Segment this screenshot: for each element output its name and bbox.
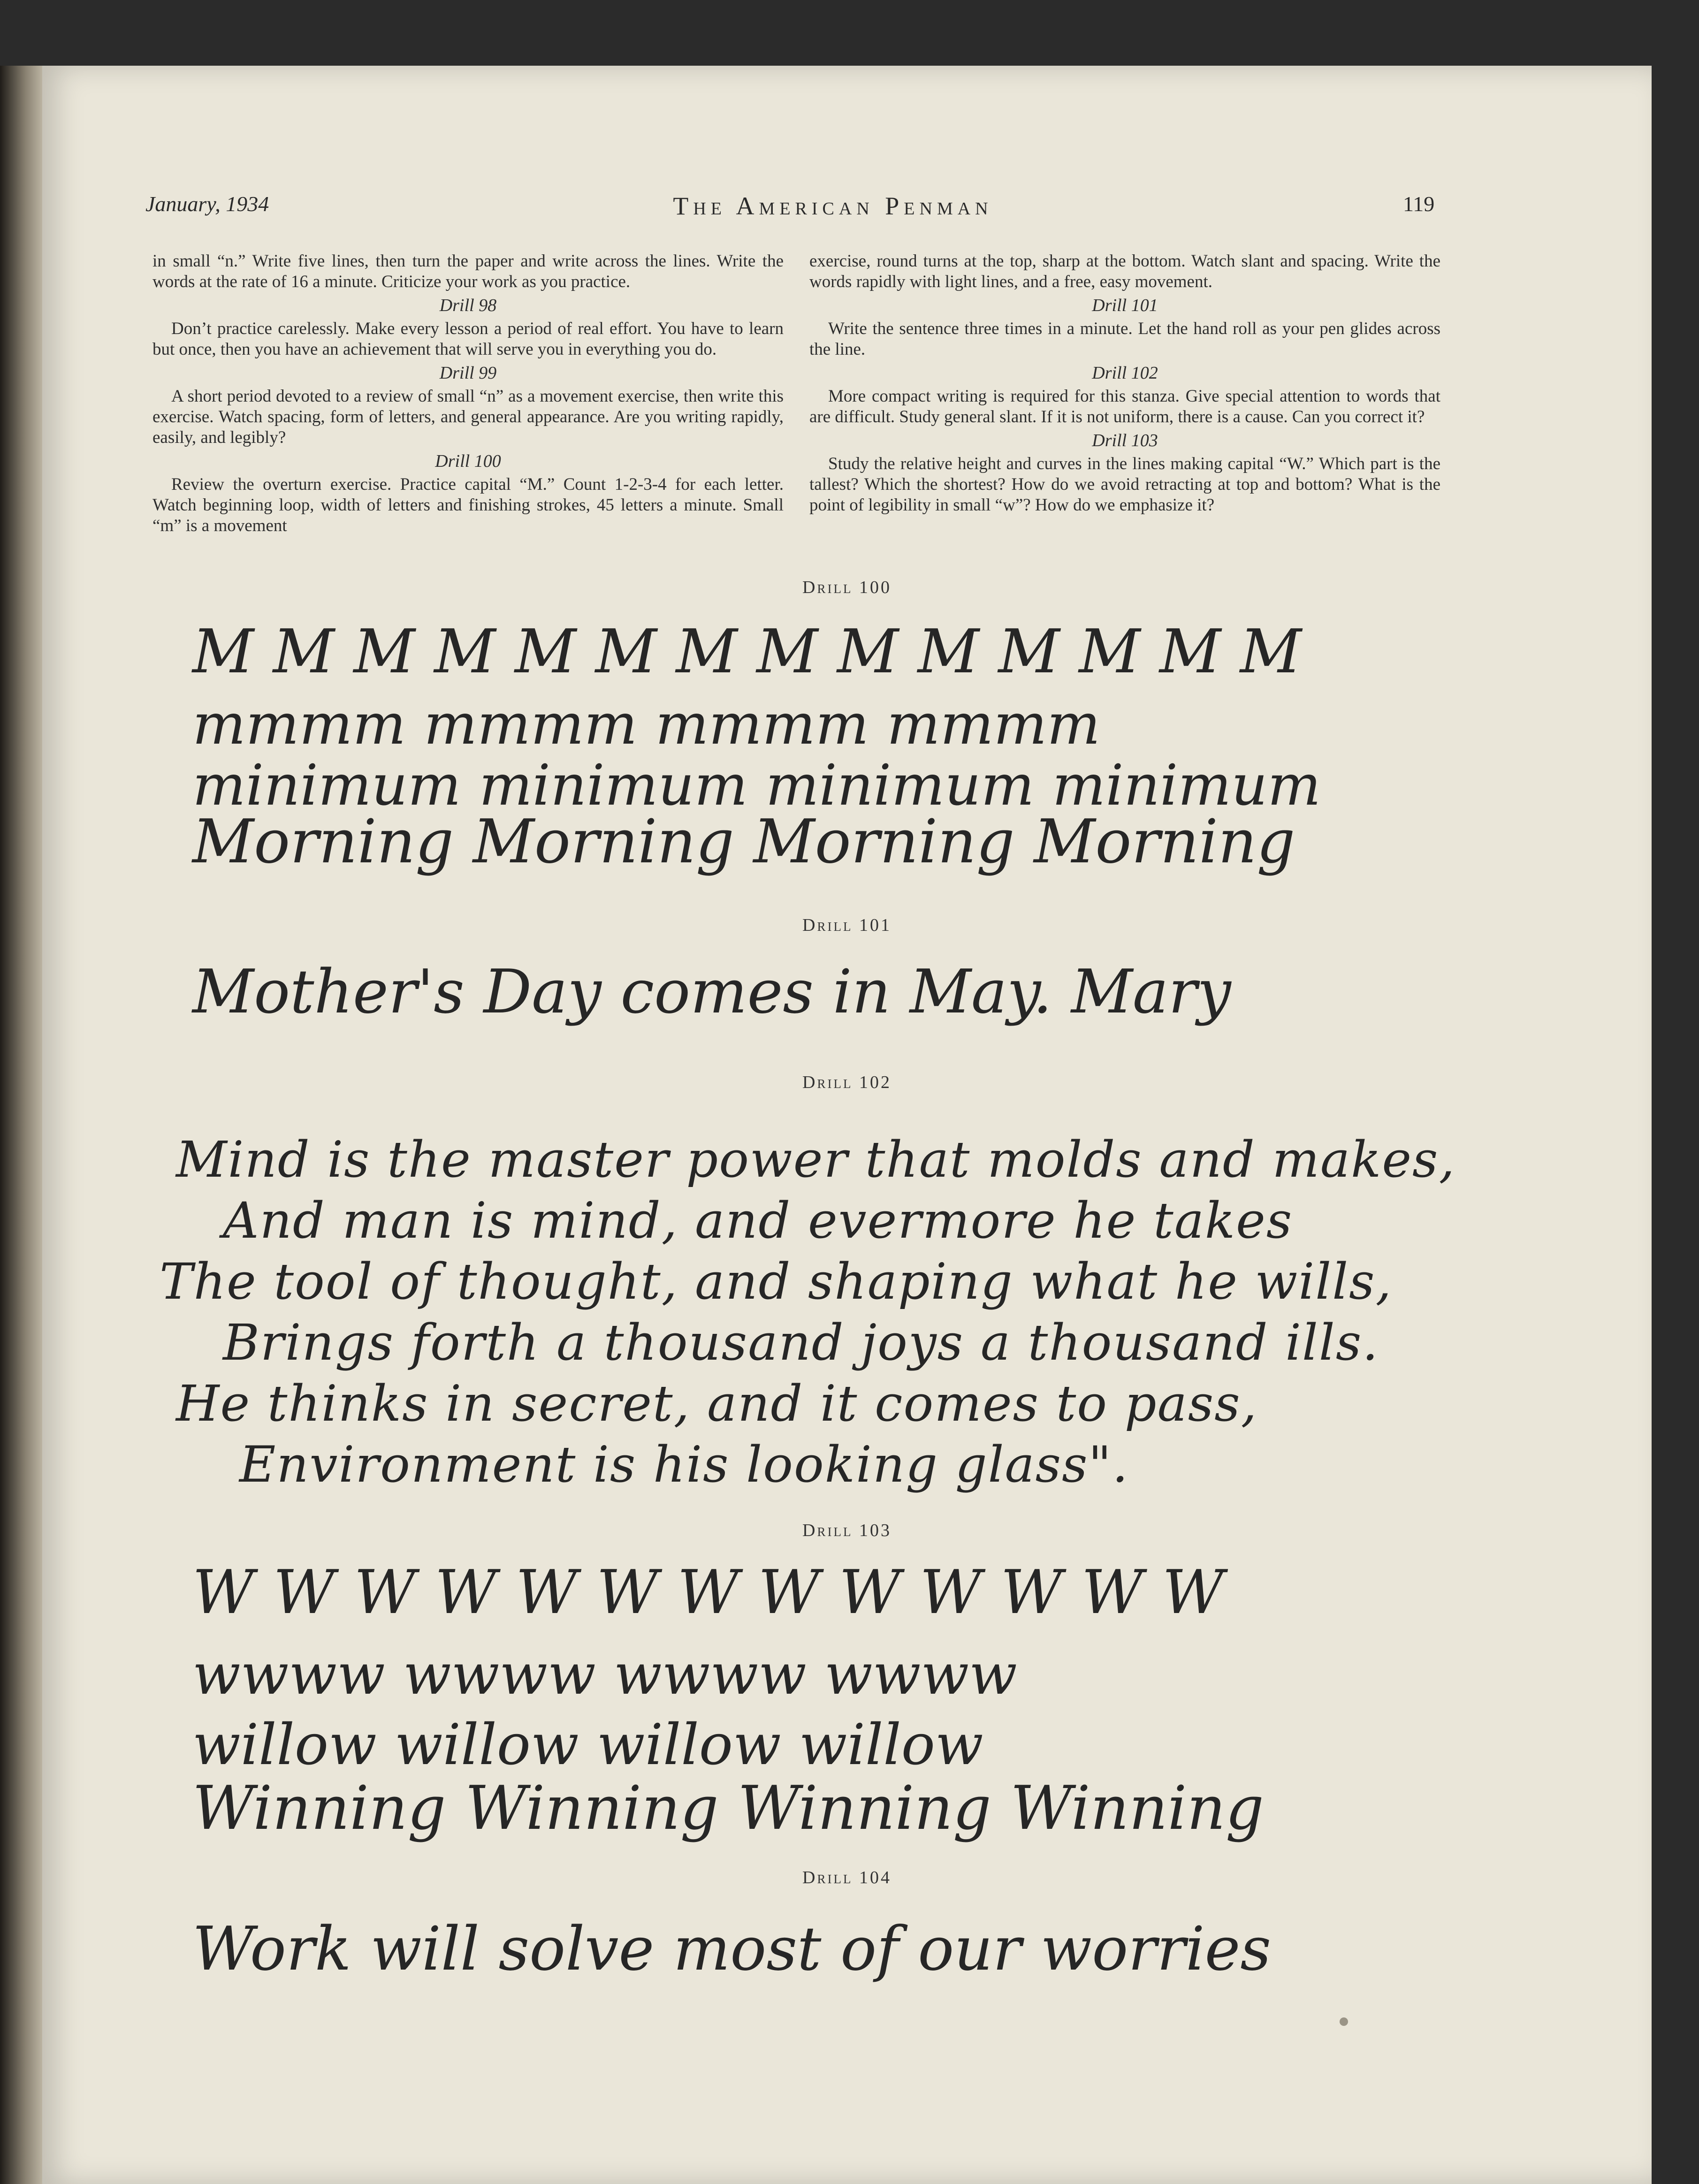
drill-102-line-4: Brings forth a thousand joys a thousand ills. <box>223 1314 1379 1371</box>
drill-101-line-1: Mother's Day comes in May. Mary <box>192 957 1231 1027</box>
drill-102-heading: Drill 102 <box>1092 363 1158 383</box>
paper-speck <box>1340 2017 1348 2026</box>
drill-99-text: A short period devoted to a review of small “n” as a movement exercise, then write this exercise. Watch spacing, form of letters, and general appearance. Are you writing rapidly, easily, and legibly? <box>152 387 784 447</box>
drill-100-heading: Drill 100 <box>435 451 501 471</box>
left-text-column <box>152 251 784 536</box>
drill-101-heading: Drill 101 <box>1092 296 1158 315</box>
drill-102-line-6: Environment is his looking glass". <box>239 1436 1129 1493</box>
drill-104-label: Drill 104 <box>802 1868 891 1887</box>
drill-100-label: Drill 100 <box>802 578 891 597</box>
paragraph: in small “n.” Write five lines, then turn the paper and write across the lines. Write the words at the rate of 16 a minute. Criticize your work as you practice. <box>152 251 784 291</box>
header-page-number: 119 <box>1403 192 1435 216</box>
drill-101-label: Drill 101 <box>802 915 891 935</box>
drill-101-text: Write the sentence three times in a minute. Let the hand roll as your pen glides across the line. <box>809 319 1440 359</box>
drill-103-label: Drill 103 <box>802 1521 891 1540</box>
drill-103-line-4: Winning Winning Winning Winning <box>192 1773 1264 1843</box>
header-date: January, 1934 <box>145 192 269 216</box>
drill-98-text: Don’t practice carelessly. Make every lesson a period of real effort. You have to learn but once, then you have an achievement that will serve you in everything you do. <box>152 319 784 359</box>
drill-102-line-2: And man is mind, and evermore he takes <box>223 1192 1293 1249</box>
drill-103-line-1: W W W W W W W W W W W W W <box>192 1558 1224 1628</box>
drill-100-text: Review the overturn exercise. Practice capital “M.” Count 1-2-3-4 for each letter. Watch beginning loop, width of letters and finishing strokes, 45 letters a minute. Small “m” is a movement <box>152 475 784 535</box>
drill-100-line-2: mmmm mmmm mmmm mmmm <box>192 692 1101 757</box>
right-text-column <box>809 251 1440 516</box>
drill-102-line-5: He thinks in secret, and it comes to pass, <box>176 1375 1258 1432</box>
header-journal-title: The American Penman <box>673 192 993 220</box>
running-header <box>42 191 1652 229</box>
drill-103-line-2: wwww wwww wwww wwww <box>192 1642 1017 1707</box>
drill-100-line-3: minimum minimum minimum minimum <box>192 753 1321 818</box>
drill-103-text: Study the relative height and curves in the lines making capital “W.” Which part is the tallest? Which the shortest? How do we avoid retracting at top and bottom? What is the point of legibility in small “w”? How do we emphasize it? <box>809 454 1440 515</box>
drill-103-line-3: willow willow willow willow <box>192 1712 983 1778</box>
drill-102-label: Drill 102 <box>802 1073 891 1092</box>
drill-102-line-3: The tool of thought, and shaping what he wills, <box>160 1253 1393 1310</box>
drill-100-line-4: Morning Morning Morning Morning <box>192 807 1295 877</box>
book-spine-shadow <box>0 66 47 2184</box>
paragraph: exercise, round turns at the top, sharp at the bottom. Watch slant and spacing. Write the words rapidly with light lines, and a free, easy movement. <box>809 251 1440 291</box>
drill-103-heading: Drill 103 <box>1092 431 1158 450</box>
page-sheet <box>42 66 1652 2184</box>
drill-102-line-1: Mind is the master power that molds and makes, <box>176 1131 1456 1188</box>
drill-104-line-1: Work will solve most of our worries <box>192 1914 1271 1984</box>
drill-102-text: More compact writing is required for this stanza. Give special attention to words that are difficult. Study general slant. If it is not uniform, there is a cause. Can you correct it? <box>809 387 1440 426</box>
scan-background-edge <box>1652 47 1699 2184</box>
drill-100-line-1: M M M M M M M M M M M M M M <box>192 617 1302 687</box>
drill-98-heading: Drill 98 <box>439 296 497 315</box>
drill-99-heading: Drill 99 <box>439 363 497 383</box>
